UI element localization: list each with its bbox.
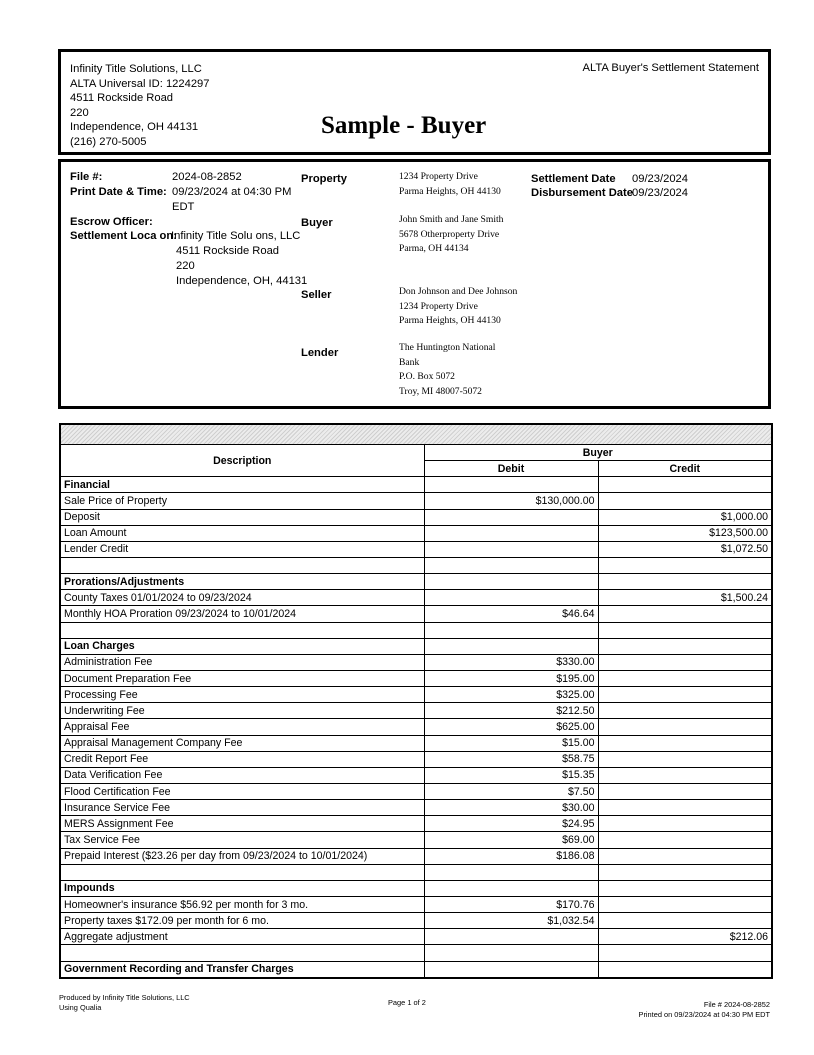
debit-cell — [424, 638, 598, 654]
credit-cell: $1,000.00 — [598, 509, 772, 525]
spacer-row — [60, 945, 772, 961]
seller-address — [399, 285, 517, 329]
description-cell: Loan Amount — [60, 525, 424, 541]
table-row — [60, 800, 772, 816]
table-row — [60, 606, 772, 622]
footer-left — [59, 993, 190, 1012]
address-line: John Smith and Jane Smith — [399, 214, 504, 225]
table-row — [60, 590, 772, 606]
section-title: Financial — [60, 477, 424, 493]
table-row — [60, 493, 772, 509]
alta-id: ALTA Universal ID: 1224297 — [70, 77, 210, 90]
location-value — [171, 229, 308, 289]
lender-label: Lender — [301, 347, 339, 359]
hatched-header-band — [60, 424, 772, 445]
section-row — [60, 638, 772, 654]
credit-cell — [598, 864, 772, 880]
company-name: Infinity Title Solutions, LLC — [70, 63, 202, 75]
table-row — [60, 751, 772, 767]
credit-header: Credit — [598, 461, 772, 477]
debit-cell: $625.00 — [424, 719, 598, 735]
credit-cell: $1,500.24 — [598, 590, 772, 606]
property-address — [399, 170, 501, 199]
address-line: Parma Heights, OH 44130 — [399, 185, 501, 197]
debit-cell: $58.75 — [424, 751, 598, 767]
description-cell — [60, 622, 424, 638]
debit-cell: $15.00 — [424, 735, 598, 751]
printed-on: Printed on 09/23/2024 at 04:30 PM EDT — [638, 1009, 770, 1019]
address-line: Parma Heights, OH 44130 — [399, 315, 501, 326]
credit-cell — [598, 638, 772, 654]
description-cell: Monthly HOA Proration 09/23/2024 to 10/01/2024 — [60, 606, 424, 622]
credit-cell — [598, 719, 772, 735]
credit-cell — [598, 703, 772, 719]
address-line: 1234 Property Drive — [399, 171, 478, 182]
description-cell: Document Preparation Fee — [60, 670, 424, 686]
address-line: The Huntington National — [399, 342, 496, 353]
table-row — [60, 816, 772, 832]
credit-cell — [598, 945, 772, 961]
table-row — [60, 913, 772, 929]
company-city: Independence, OH 44131 — [70, 121, 199, 134]
debit-cell — [424, 525, 598, 541]
description-cell: Processing Fee — [60, 687, 424, 703]
description-cell: Aggregate adjustment — [60, 929, 424, 945]
debit-cell: $170.76 — [424, 896, 598, 912]
credit-cell — [598, 913, 772, 929]
table-row — [60, 525, 772, 541]
print-timezone: EDT — [172, 201, 195, 213]
description-cell: Data Verification Fee — [60, 767, 424, 783]
file-value: 2024-08-2852 — [172, 171, 242, 183]
credit-cell — [598, 670, 772, 686]
spacer-row — [60, 557, 772, 573]
buyer-address — [399, 213, 503, 257]
charges-table — [59, 423, 773, 979]
credit-cell — [598, 848, 772, 864]
credit-cell — [598, 880, 772, 896]
file-label: File #: — [70, 171, 103, 183]
description-cell: Appraisal Management Company Fee — [60, 735, 424, 751]
credit-cell — [598, 574, 772, 590]
description-cell — [60, 945, 424, 961]
section-row — [60, 574, 772, 590]
address-line: 5678 Otherproperty Drive — [399, 228, 500, 240]
credit-cell — [598, 654, 772, 670]
table-row — [60, 896, 772, 912]
section-title: Loan Charges — [60, 638, 424, 654]
buyer-label: Buyer — [301, 217, 333, 229]
description-cell: County Taxes 01/01/2024 to 09/23/2024 — [60, 590, 424, 606]
table-row — [60, 654, 772, 670]
table-header-row — [60, 445, 772, 461]
table-row — [60, 848, 772, 864]
credit-cell — [598, 735, 772, 751]
debit-cell — [424, 509, 598, 525]
table-row — [60, 541, 772, 557]
debit-cell — [424, 864, 598, 880]
section-row — [60, 880, 772, 896]
buyer-header: Buyer — [424, 445, 772, 461]
credit-cell — [598, 783, 772, 799]
credit-cell: $123,500.00 — [598, 525, 772, 541]
description-cell: Sale Price of Property — [60, 493, 424, 509]
spacer-row — [60, 864, 772, 880]
credit-cell — [598, 751, 772, 767]
description-cell: Insurance Service Fee — [60, 800, 424, 816]
debit-cell — [424, 622, 598, 638]
location-line: 4511 Rockside Road — [176, 245, 280, 257]
charges-body — [60, 477, 772, 978]
debit-cell: $46.64 — [424, 606, 598, 622]
section-row — [60, 477, 772, 493]
escrow-label: Escrow Officer: — [70, 216, 153, 228]
debit-cell — [424, 590, 598, 606]
credit-cell — [598, 800, 772, 816]
description-cell: Administration Fee — [60, 654, 424, 670]
address-line: P.O. Box 5072 — [399, 371, 455, 382]
debit-cell: $186.08 — [424, 848, 598, 864]
credit-cell — [598, 477, 772, 493]
page-title: Sample - Buyer — [321, 112, 487, 139]
table-row — [60, 687, 772, 703]
table-row — [60, 929, 772, 945]
debit-cell: $30.00 — [424, 800, 598, 816]
debit-cell: $7.50 — [424, 783, 598, 799]
address-line: Don Johnson and Dee Johnson — [399, 286, 518, 297]
address-line: 1234 Property Drive — [399, 300, 478, 312]
location-line: Independence, OH, 44131 — [176, 275, 308, 287]
table-row — [60, 832, 772, 848]
statement-header — [58, 49, 771, 155]
credit-cell — [598, 622, 772, 638]
credit-cell — [598, 816, 772, 832]
lender-address — [399, 341, 495, 399]
credit-cell — [598, 832, 772, 848]
credit-cell: $212.06 — [598, 929, 772, 945]
debit-cell: $69.00 — [424, 832, 598, 848]
footer-right — [639, 1000, 770, 1019]
debit-cell: $15.35 — [424, 767, 598, 783]
description-cell: Lender Credit — [60, 541, 424, 557]
location-line: Infinity Title Solu ons, LLC — [171, 230, 301, 242]
disbursement-date-label: Disbursement Date — [531, 187, 633, 199]
description-cell: MERS Assignment Fee — [60, 816, 424, 832]
debit-cell — [424, 961, 598, 978]
using-qualia: Using Qualia — [59, 1002, 102, 1012]
address-line: Troy, MI 48007-5072 — [399, 385, 482, 397]
footer-file-number: File # 2024-08-2852 — [703, 1000, 770, 1009]
section-title: Impounds — [60, 880, 424, 896]
debit-cell: $130,000.00 — [424, 493, 598, 509]
description-cell: Credit Report Fee — [60, 751, 424, 767]
credit-cell — [598, 687, 772, 703]
produced-by: Produced by Infinity Title Solutions, LLC — [59, 993, 190, 1002]
document-type: ALTA Buyer's Settlement Statement — [582, 62, 759, 74]
credit-cell — [598, 767, 772, 783]
table-row — [60, 670, 772, 686]
location-line: 220 — [176, 260, 195, 272]
table-row — [60, 783, 772, 799]
print-value — [172, 185, 291, 215]
description-cell — [60, 864, 424, 880]
credit-cell — [598, 961, 772, 978]
description-header: Description — [60, 445, 424, 477]
debit-cell: $325.00 — [424, 687, 598, 703]
location-label: Settlement Loca on: — [70, 230, 177, 242]
description-cell: Prepaid Interest ($23.26 per day from 09/23/2024 to 10/01/2024) — [60, 848, 424, 864]
table-row — [60, 767, 772, 783]
debit-cell — [424, 557, 598, 573]
settlement-date: 09/23/2024 — [632, 173, 688, 185]
description-cell: Underwriting Fee — [60, 703, 424, 719]
table-row — [60, 719, 772, 735]
section-title: Prorations/Adjustments — [60, 574, 424, 590]
address-line: Bank — [399, 356, 420, 368]
address-line: Parma, OH 44134 — [399, 243, 469, 254]
description-cell: Appraisal Fee — [60, 719, 424, 735]
debit-cell: $195.00 — [424, 670, 598, 686]
table-row — [60, 509, 772, 525]
description-cell: Flood Certification Fee — [60, 783, 424, 799]
seller-label: Seller — [301, 289, 332, 301]
page-number: Page 1 of 2 — [388, 998, 426, 1007]
disbursement-date: 09/23/2024 — [632, 187, 688, 199]
debit-cell: $1,032.54 — [424, 913, 598, 929]
settlement-date-label: Settlement Date — [531, 173, 616, 185]
credit-cell — [598, 557, 772, 573]
table-row — [60, 735, 772, 751]
debit-cell — [424, 574, 598, 590]
company-phone: (216) 270-5005 — [70, 135, 147, 148]
debit-cell — [424, 880, 598, 896]
debit-cell: $212.50 — [424, 703, 598, 719]
print-date: 09/23/2024 at 04:30 PM — [172, 186, 292, 198]
print-label: Print Date & Time: — [70, 186, 167, 198]
description-cell: Property taxes $172.09 per month for 6 mo. — [60, 913, 424, 929]
section-row — [60, 961, 772, 978]
credit-cell — [598, 493, 772, 509]
debit-cell — [424, 945, 598, 961]
description-cell — [60, 557, 424, 573]
company-street: 4511 Rockside Road — [70, 92, 174, 105]
spacer-row — [60, 622, 772, 638]
debit-cell — [424, 477, 598, 493]
debit-cell — [424, 929, 598, 945]
credit-cell — [598, 606, 772, 622]
settlement-info — [58, 159, 771, 409]
credit-cell — [598, 896, 772, 912]
table-row — [60, 703, 772, 719]
company-block — [70, 62, 210, 150]
debit-cell — [424, 541, 598, 557]
debit-cell: $24.95 — [424, 816, 598, 832]
debit-header: Debit — [424, 461, 598, 477]
description-cell: Tax Service Fee — [60, 832, 424, 848]
property-label: Property — [301, 173, 348, 185]
credit-cell: $1,072.50 — [598, 541, 772, 557]
description-cell: Deposit — [60, 509, 424, 525]
description-cell: Homeowner's insurance $56.92 per month for 3 mo. — [60, 896, 424, 912]
debit-cell: $330.00 — [424, 654, 598, 670]
company-suite: 220 — [70, 106, 89, 119]
section-title: Government Recording and Transfer Charges — [60, 961, 424, 978]
